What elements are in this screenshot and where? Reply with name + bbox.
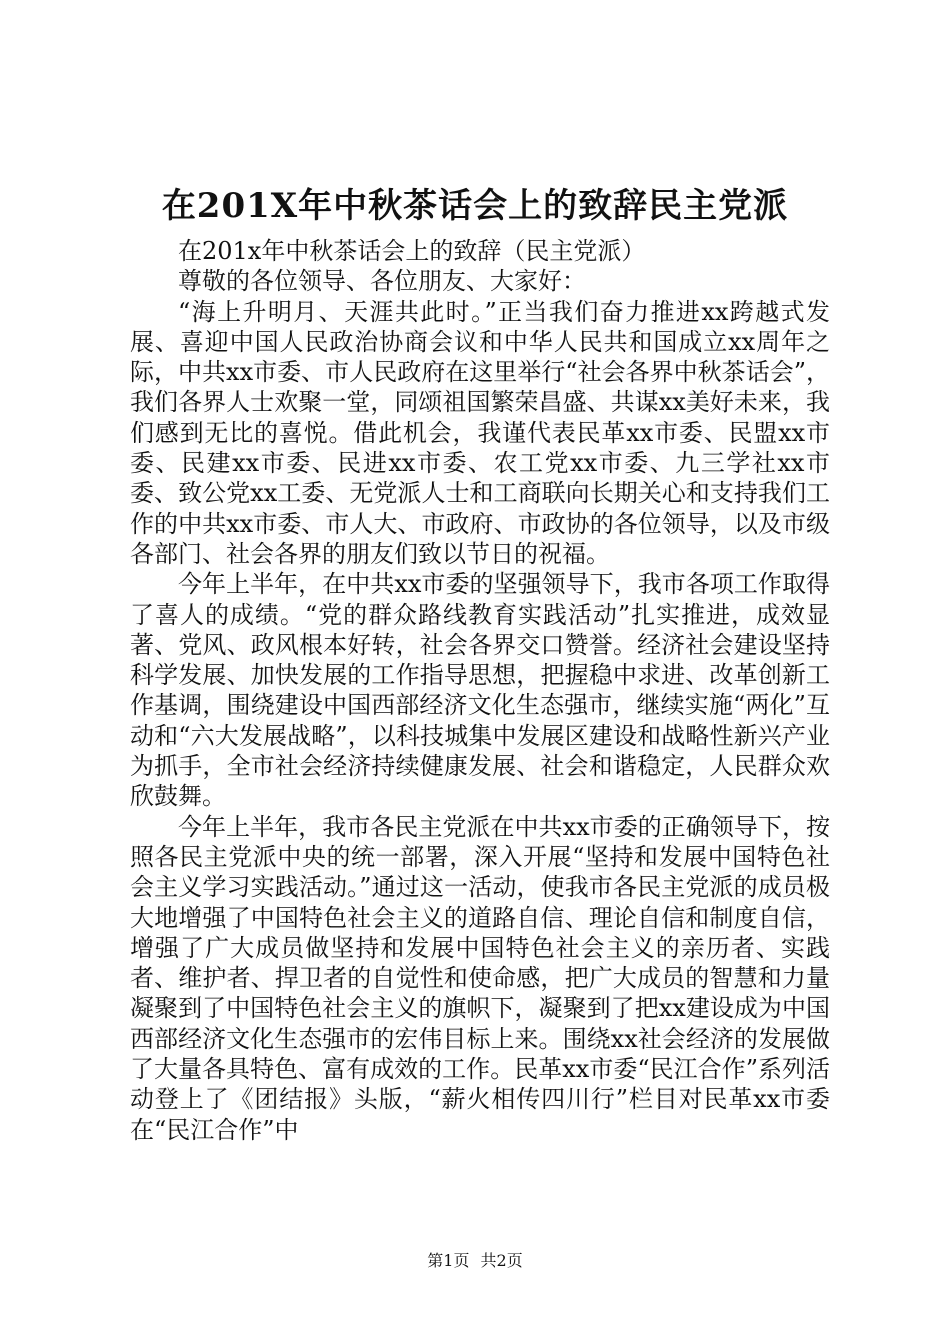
paragraph-parties-work: 今年上半年，我市各民主党派在中共xx市委的正确领导下，按照各民主党派中央的统一部署，深入开展“坚持和发展中国特色社会主义学习实践活动。”通过这一活动，使我市各民主党派的成员极大地增强了中国特色社会主义的道路自信、理论自信和制度自信，增强了广大成员做坚持和发展中国特色社会主义的亲历者、实践者、维护者、捍卫者的自觉性和使命感，把广大成员的智慧和力量凝聚到了中国特色社会主义的旗帜下，凝聚到了把xx建设成为中国西部经济文化生态强市的宏伟目标上来。围绕xx社会经济的发展做了大量各具特色、富有成效的工作。民革xx市委“民江合作”系列活动登上了《团结报》头版，“薪火相传四川行”栏目对民革xx市委在“民江合作”中	[130, 812, 830, 1144]
document-title: 在201X年中秋茶话会上的致辞民主党派	[161, 186, 789, 226]
page-total: 共2页	[480, 1251, 523, 1270]
paragraph-salutation: 尊敬的各位领导、各位朋友、大家好：	[178, 267, 586, 296]
paragraph-subtitle: 在201x年中秋茶话会上的致辞（民主党派）	[178, 237, 646, 265]
document-body	[130, 236, 830, 1145]
paragraph-opening: “海上升明月、天涯共此时。”正当我们奋力推进xx跨越式发展、喜迎中国人民政治协商会议和中华人民共和国成立xx周年之际，中共xx市委、市人民政府在这里举行“社会各界中秋茶话会”，我们各界人士欢聚一堂，同颂祖国繁荣昌盛、共谋xx美好未来，我们感到无比的喜悦。借此机会，我谨代表民革xx市委、民盟xx市委、民建xx市委、民进xx市委、农工党xx市委、九三学社xx市委、致公党xx工委、无党派人士和工商联向长期关心和支持我们工作的中共xx市委、市人大、市政府、市政协的各位领导，以及市级各部门、社会各界的朋友们致以节日的祝福。	[130, 297, 830, 568]
page-footer	[0, 1250, 950, 1272]
page-number: 第1页	[427, 1251, 470, 1270]
paragraph-achievements: 今年上半年，在中共xx市委的坚强领导下，我市各项工作取得了喜人的成绩。“党的群众路线教育实践活动”扎实推进，成效显著、党风、政风根本好转，社会各界交口赞誉。经济社会建设坚持科学发展、加快发展的工作指导思想，把握稳中求进、改革创新工作基调，围绕建设中国西部经济文化生态强市，继续实施“两化”互动和“六大发展战略”，以科技城集中发展区建设和战略性新兴产业为抓手，全市社会经济持续健康发展、社会和谐稳定，人民群众欢欣鼓舞。	[130, 570, 830, 811]
